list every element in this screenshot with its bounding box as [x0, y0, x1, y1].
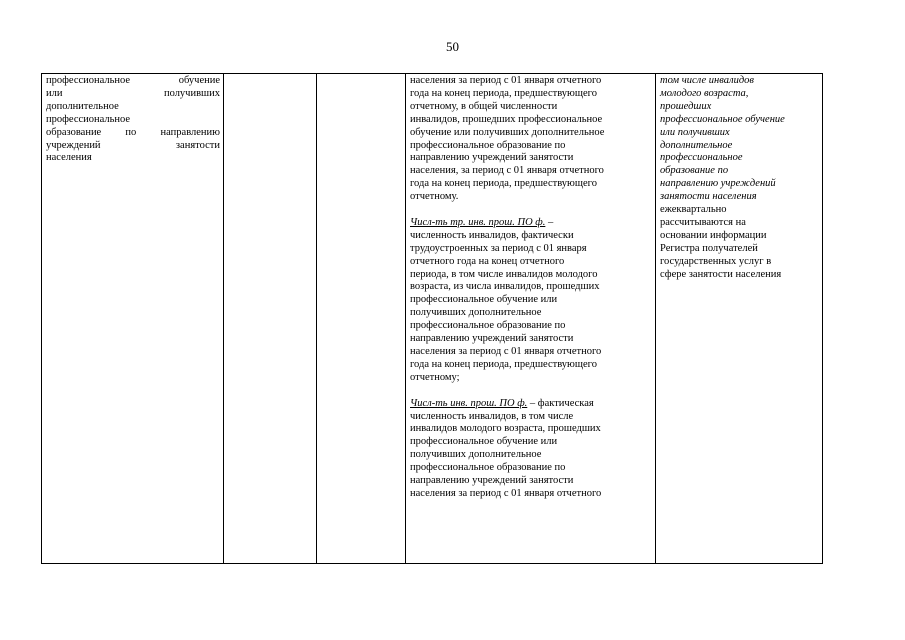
source-italic-line: образование по [660, 165, 729, 177]
source-italic-line: профессиональное [660, 152, 743, 164]
indicator-table [41, 73, 823, 564]
source-italic-line: прошедших [660, 100, 712, 112]
formula-paragraph-2-line: трудоустроенных за период с 01 января [410, 242, 587, 254]
source-italic-line: том числе инвалидов [660, 75, 754, 86]
formula-paragraph-2-line: профессиональное образование по [410, 320, 566, 332]
formula-paragraph-3-line: численность инвалидов, в том числе [410, 410, 574, 422]
formula-paragraph-1-line: населения, за период с 01 января отчетного [410, 165, 604, 177]
term-line-3: Числ-ть инв. прош. ПО ф. – фактическая [410, 397, 594, 409]
source-italic-line: молодого возраста, [660, 87, 749, 99]
source-cell [656, 74, 822, 563]
formula-paragraph-2-line: численность инвалидов, фактически [410, 229, 574, 241]
formula-paragraph-1-line: населения за период с 01 января отчетного [410, 75, 602, 86]
formula-paragraph-3-line: профессиональное обучение или [410, 436, 558, 448]
formula-paragraph-2-line: получивших дополнительное [410, 307, 542, 319]
indicator-name-line: профессиональное обучение [46, 75, 220, 86]
page-number: 50 [446, 39, 459, 54]
formula-paragraph-3-line: инвалидов молодого возраста, прошедших [410, 423, 601, 435]
term-line-2: Числ-ть тр. инв. прош. ПО ф. – [410, 216, 554, 228]
source-italic-line: профессиональное обучение [660, 113, 785, 125]
formula-paragraph-1-line: инвалидов, прошедших профессиональное [410, 113, 603, 125]
indicator-name-line: профессиональное [46, 113, 131, 125]
formula-paragraph-2 [410, 230, 652, 385]
formula-paragraph-3-line: профессиональное образование по [410, 462, 566, 474]
source-plain-text [660, 204, 819, 281]
formula-paragraph-1-line: года на конец периода, предшествующего [410, 178, 597, 190]
source-plain-line: рассчитываются на [660, 216, 746, 228]
formula-paragraph-1-line: отчетному, в общей численности [410, 100, 558, 112]
formula-paragraph-1-line: профессиональное образование по [410, 139, 566, 151]
formula-paragraph-3-line: населения за период с 01 января отчетного [410, 487, 602, 499]
source-italic-line: занятости населения [660, 191, 757, 203]
formula-paragraph-2-line: профессиональное обучение или [410, 294, 558, 306]
formula-paragraph-1-line: обучение или получивших дополнительное [410, 126, 605, 138]
indicator-name-cell [42, 74, 223, 563]
source-plain-line: основании информации [660, 229, 767, 241]
formula-paragraph-2-line: периода, в том числе инвалидов молодого [410, 268, 598, 280]
formula-paragraph-1 [410, 75, 652, 204]
term-trained-disabled: Числ-ть инв. прош. ПО ф. [410, 397, 528, 409]
formula-paragraph-2-line: направлению учреждений занятости [410, 333, 574, 345]
formula-paragraph-3-line: получивших дополнительное [410, 449, 542, 461]
formula-paragraph-3 [410, 411, 652, 501]
formula-paragraph-2-line: отчетному; [410, 371, 460, 383]
indicator-name-line: дополнительное [46, 100, 119, 112]
column-3 [317, 74, 406, 563]
formula-paragraph-1-line: отчетному. [410, 191, 459, 203]
indicator-name-line: образование по направлению [46, 126, 220, 138]
source-italic-line: дополнительное [660, 139, 733, 151]
formula-paragraph-2-line: отчетного года на конец отчетного [410, 255, 565, 267]
source-plain-line: Регистра получателей [660, 242, 758, 254]
indicator-name-line: или получивших [46, 87, 220, 99]
column-indicator-name [42, 74, 224, 563]
indicator-name-line: учреждений занятости [46, 139, 220, 151]
source-plain-line: государственных услуг в [660, 255, 772, 267]
column-2 [224, 74, 317, 563]
formula-paragraph-1-line: года на конец периода, предшествующего [410, 87, 597, 99]
formula-paragraph-1-line: направлению учреждений занятости [410, 152, 574, 164]
source-italic-line: направлению учреждений [660, 178, 776, 190]
formula-paragraph-2-line: года на конец периода, предшествующего [410, 358, 597, 370]
source-plain-line: сфере занятости населения [660, 268, 782, 280]
formula-cell [406, 74, 655, 563]
formula-paragraph-2-line: населения за период с 01 января отчетного [410, 346, 602, 358]
formula-paragraph-3-line: направлению учреждений занятости [410, 475, 574, 487]
column-formula [406, 74, 656, 563]
indicator-name-line: населения [46, 152, 92, 164]
column-source [656, 74, 822, 563]
source-italic-text [660, 75, 819, 204]
formula-paragraph-2-line: возраста, из числа инвалидов, прошедших [410, 281, 600, 293]
source-plain-line: ежеквартально [660, 204, 727, 216]
term-employed-disabled: Числ-ть тр. инв. прош. ПО ф. [410, 216, 546, 228]
source-italic-line: или получивших [660, 126, 730, 138]
